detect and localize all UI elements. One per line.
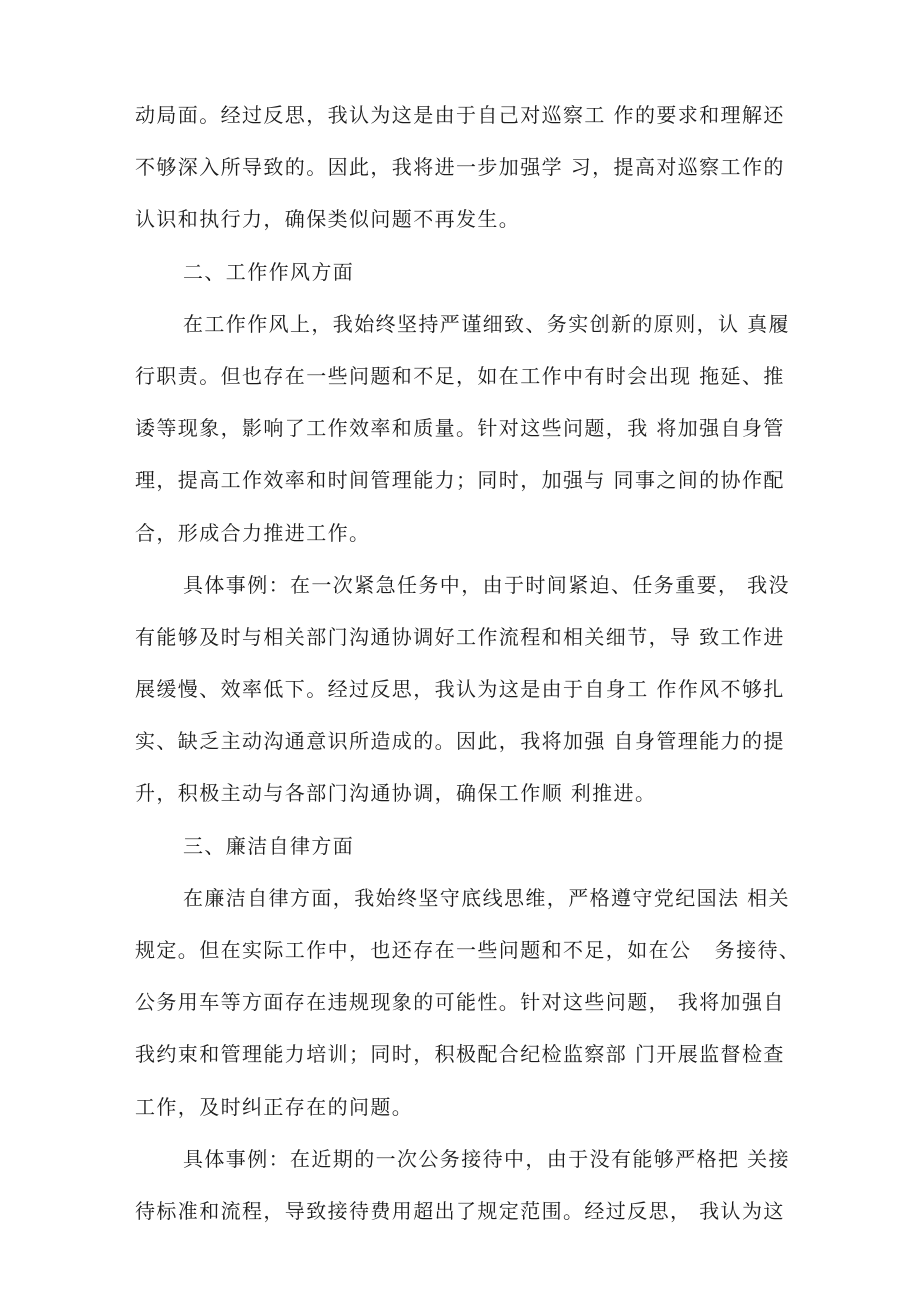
text-line: 待标准和流程，导致接待费用超出了规定范围。经过反思， 我认为这 [135, 1198, 785, 1223]
text-line: 理，提高工作效率和时间管理能力；同时，加强与 同事之间的协作配 [135, 468, 785, 493]
section-heading [135, 259, 795, 314]
text-line: 行职责。但也存在一些问题和不足，如在工作中有时会出现 拖延、推 [135, 363, 785, 388]
text-line: 在廉洁自律方面，我始终坚守底线思维，严格遵守党纪国法 相关 [183, 885, 790, 910]
paragraph [135, 105, 795, 262]
section-heading [135, 833, 795, 888]
text-line: 有能够及时与相关部门沟通协调好工作流程和相关细节，导 致工作进 [135, 624, 785, 649]
text-line: 我约束和管理能力培训；同时，积极配合纪检监察部 门开展监督检查 [135, 1042, 785, 1067]
text-line: 公务用车等方面存在违规现象的可能性。针对这些问题， 我将加强自 [135, 990, 785, 1015]
text-line: 工作，及时纠正存在的问题。 [135, 1094, 414, 1119]
paragraph [135, 1146, 795, 1253]
text-line: 动局面。经过反思，我认为这是由于自己对巡察工 作的要求和理解还 [135, 103, 785, 127]
text-line: 认识和执行力，确保类似问题不再发生。 [135, 207, 521, 232]
paragraph [135, 572, 795, 836]
text-line: 实、缺乏主动沟通意识所造成的。因此，我将加强 自身管理能力的提 [135, 729, 785, 754]
heading-text: 三、廉洁自律方面 [183, 833, 355, 858]
text-line: 具体事例：在一次紧急任务中，由于时间紧迫、任务重要， 我没 [183, 572, 790, 597]
text-line: 展缓慢、效率低下。经过反思，我认为这是由于自身工 作作风不够扎 [135, 677, 785, 702]
text-line: 规定。但在实际工作中，也还存在一些问题和不足，如在公 务接待、 [135, 938, 801, 962]
paragraph [135, 311, 795, 575]
text-line: 不够深入所导致的。因此，我将进一步加强学 习，提高对巡察工作的 [135, 155, 785, 180]
text-line: 在工作作风上，我始终坚持严谨细致、务实创新的原则，认 真履 [183, 311, 790, 336]
document-body [135, 103, 801, 1253]
heading-text: 二、工作作风方面 [183, 259, 355, 284]
text-line: 具体事例：在近期的一次公务接待中，由于没有能够严格把 关接 [183, 1146, 790, 1171]
text-line: 诿等现象，影响了工作效率和质量。针对这些问题，我 将加强自身管 [135, 416, 785, 441]
paragraph [135, 885, 801, 1149]
text-line: 升，积极主动与各部门沟通协调，确保工作顺 利推进。 [135, 781, 657, 806]
text-line: 合，形成合力推进工作。 [135, 520, 371, 545]
